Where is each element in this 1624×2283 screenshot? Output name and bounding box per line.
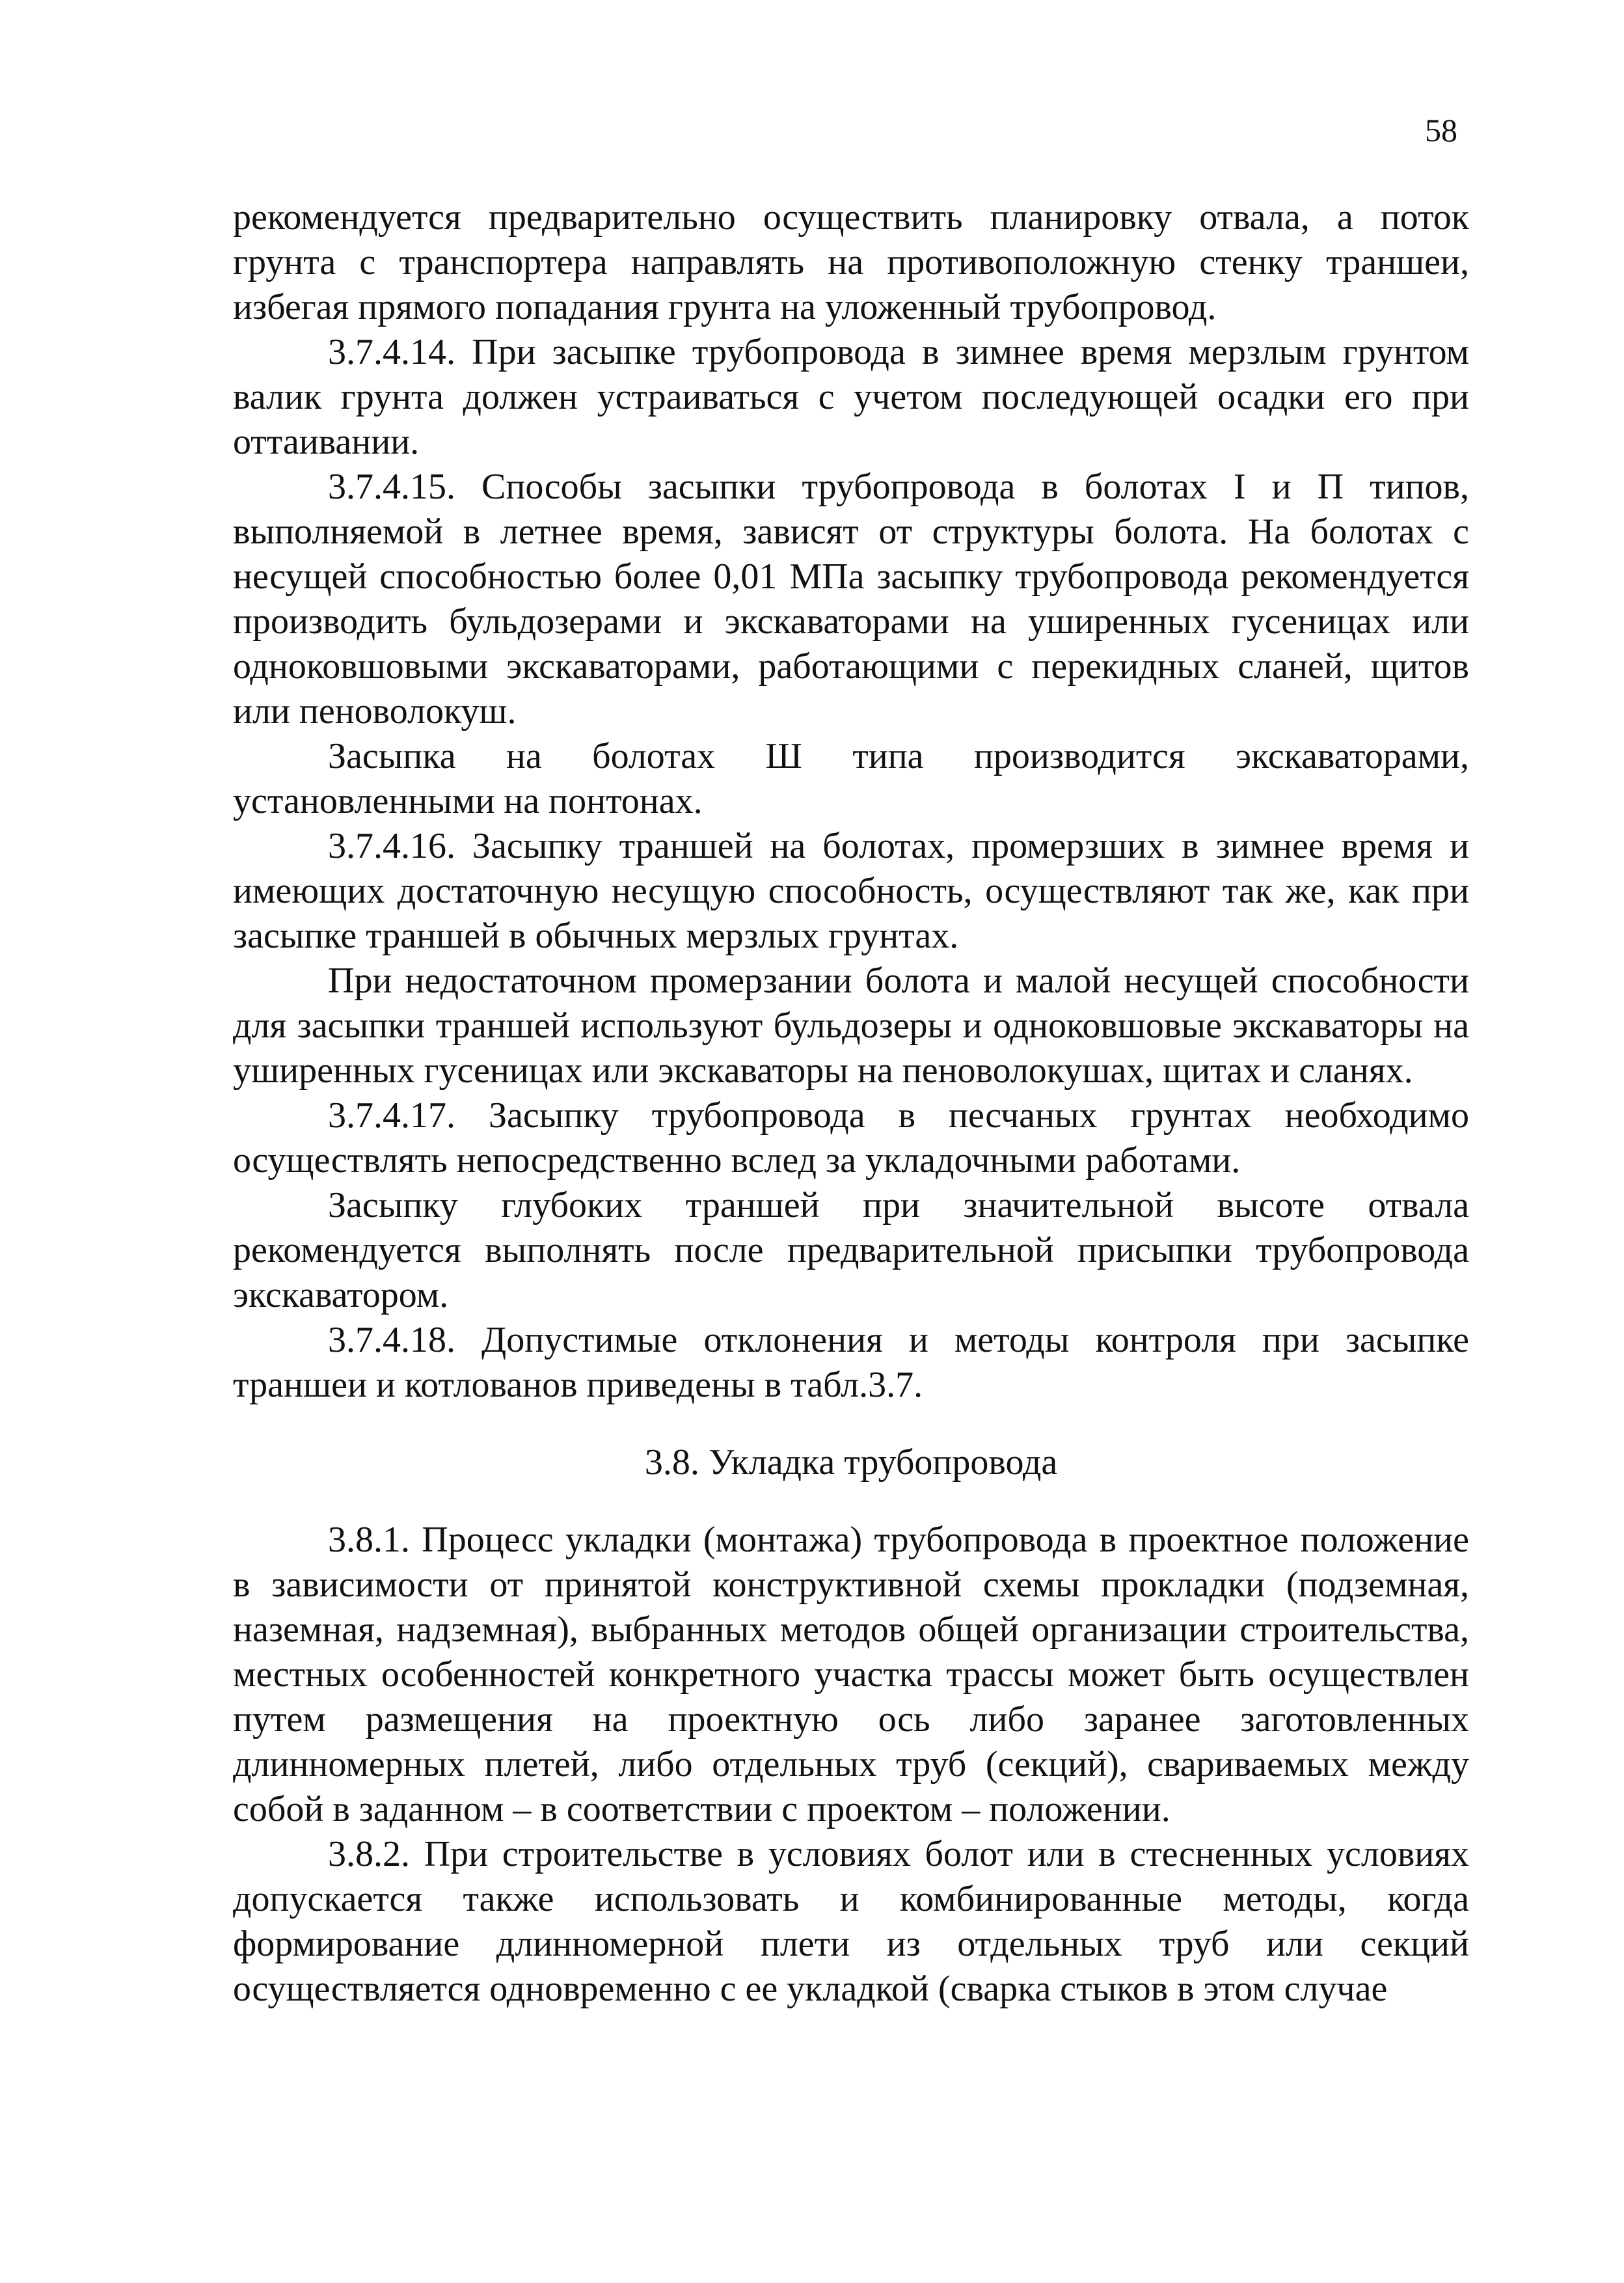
paragraph-3-7-4-16: 3.7.4.16. Засыпку траншей на болотах, промерзших в зимнее время и имеющих достаточную несущую способность, осуществляют так же, как при засыпке траншей в обычных мерзлых грунтах. <box>233 826 1469 956</box>
page-number: 58 <box>1425 112 1457 148</box>
paragraph-3-7-4-17: 3.7.4.17. Засыпку трубопровода в песчаных грунтах необходимо осуществлять непосредственно вслед за укладочными работами. <box>233 1095 1469 1181</box>
paragraph-3-7-4-14: 3.7.4.14. При засыпке трубопровода в зимнее время мерзлым грунтом валик грунта должен устраиваться с учетом последующей осадки его при оттаивании. <box>233 332 1469 462</box>
document-body <box>233 195 1469 2012</box>
paragraph-3-7-4-15: 3.7.4.15. Способы засыпки трубопровода в болотах I и П типов, выполняемой в летнее время, зависят от структуры болота. На болотах с несущей способностью более 0,01 МПа засыпку трубопровода рекомендуется производить бульдозерами и экскаваторами на уширенных гусеницах или одноковшовыми экскаваторами, работающими с перекидных сланей, щитов или пеноволокуш. <box>233 467 1469 731</box>
paragraph-3-7-4-18: 3.7.4.18. Допустимые отклонения и методы контроля при засыпке траншеи и котлованов приведены в табл.3.7. <box>233 1320 1469 1405</box>
paragraph-3-8-1: 3.8.1. Процесс укладки (монтажа) трубопровода в проектное положение в зависимости от принятой конструктивной схемы прокладки (подземная, наземная, надземная), выбранных методов общей организации строительства, местных особенностей конкретного участка трассы может быть осуществлен путем размещения на проектную ось либо заранее заготовленных длинномерных плетей, либо отдельных труб (секций), свариваемых между собой в заданном – в соответствии с проектом – положении. <box>233 1520 1469 1829</box>
paragraph-insufficient-freezing: При недостаточном промерзании болота и малой несущей способности для засыпки траншей используют бульдозеры и одноковшовые экскаваторы на уширенных гусеницах или экскаваторы на пеноволокушах, щитах и сланях. <box>233 961 1469 1091</box>
paragraph-bog-type-3: Засыпка на болотах Ш типа производится экскаваторами, установленными на понтонах. <box>233 736 1469 821</box>
paragraph-deep-trenches: Засыпку глубоких траншей при значительной высоте отвала рекомендуется выполнять после предварительной присыпки трубопровода экскаватором. <box>233 1185 1469 1315</box>
paragraph-3-8-2: 3.8.2. При строительстве в условиях болот или в стесненных условиях допускается также использовать и комбинированные методы, когда формирование длинномерной плети из отдельных труб или секций осуществляется одновременно с ее укладкой (сварка стыков в этом случае <box>233 1834 1469 2009</box>
paragraph-continuation: рекомендуется предварительно осуществить планировку отвала, а поток грунта с транспортера направлять на противоположную стенку траншеи, избегая прямого попадания грунта на уложенный трубопровод. <box>233 197 1469 327</box>
section-heading: 3.8. Укладка трубопровода <box>644 1442 1058 1483</box>
